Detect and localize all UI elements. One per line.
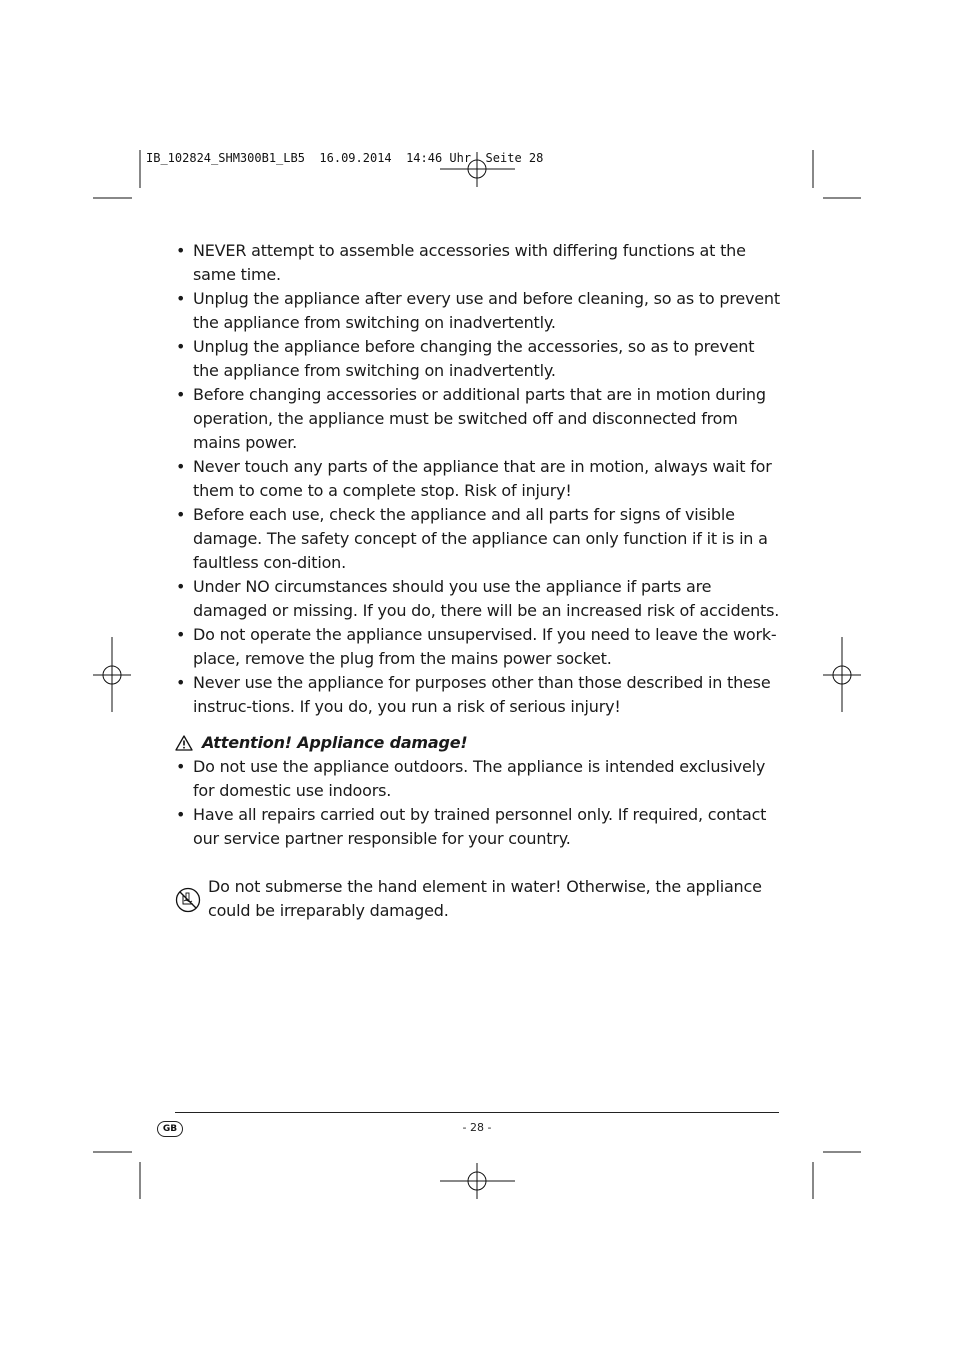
no-water-immersion-icon [175,887,201,913]
country-code-badge: GB [157,1121,183,1137]
list-item: • Never touch any parts of the appliance that are in motion, always wait for them to come to a complete stop. Risk of injury! [175,455,780,503]
print-slug-header: IB_102824_SHM300B1_LB5 16.09.2014 14:46 Uhr Seite 28 [146,151,544,165]
list-item: • Have all repairs carried out by trained personnel only. If required, contact our service partner responsible for your country. [175,803,780,851]
list-item: • Before each use, check the appliance and all parts for signs of visible damage. The safety concept of the appliance can only function if it is in a faultless con-dition. [175,503,780,575]
note-text: Do not submerse the hand element in water! Otherwise, the appliance could be irreparably damaged. [208,877,762,920]
footer-divider [175,1112,779,1113]
safety-list [175,239,780,719]
safety-content [175,239,780,923]
list-item: • Never use the appliance for purposes other than those described in these instruc-tions. If you do, you run a risk of serious injury! [175,671,780,719]
page-number: - 28 - [462,1121,492,1134]
attention-heading-text: Attention! Appliance damage! [202,733,468,752]
attention-heading [175,731,780,755]
list-item: • Unplug the appliance after every use and before cleaning, so as to prevent the appliance from switching on inadvertently. [175,287,780,335]
attention-list [175,755,780,851]
water-warning-note [175,875,780,923]
list-item: • Do not use the appliance outdoors. The appliance is intended exclusively for domestic use indoors. [175,755,780,803]
list-item: • Unplug the appliance before changing the accessories, so as to prevent the appliance from switching on inadvertently. [175,335,780,383]
list-item: • Do not operate the appliance unsupervised. If you need to leave the work-place, remove the plug from the mains power socket. [175,623,780,671]
list-item: • Under NO circumstances should you use the appliance if parts are damaged or missing. If you do, there will be an increased risk of accidents. [175,575,780,623]
list-item: • NEVER attempt to assemble accessories with differing functions at the same time. [175,239,780,287]
warning-triangle-icon [175,735,193,751]
list-item: • Before changing accessories or additional parts that are in motion during operation, the appliance must be switched off and disconnected from mains power. [175,383,780,455]
